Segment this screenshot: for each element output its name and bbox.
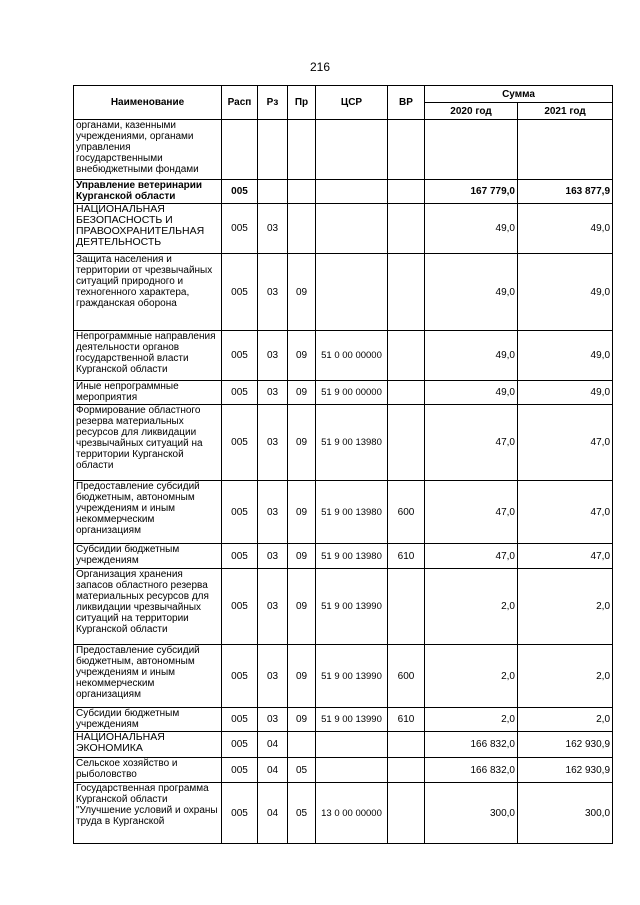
row-sum-2020: 49,0 [425,254,518,331]
table-row [74,783,613,844]
row-rasp: 005 [222,254,258,331]
row-rasp: 005 [222,708,258,732]
row-pr: 09 [288,381,316,405]
row-csr: 51 9 00 13990 [316,645,388,708]
row-pr: 05 [288,758,316,783]
row-rasp: 005 [222,381,258,405]
table-row [74,732,613,758]
row-sum-2021: 163 877,9 [518,180,613,204]
row-pr: 09 [288,544,316,569]
row-sum-2020: 2,0 [425,645,518,708]
row-csr: 51 0 00 00000 [316,331,388,381]
row-rasp [222,120,258,180]
row-rz: 03 [258,645,288,708]
row-name: Защита населения и территории от чрезвычайных ситуаций природного и техногенного характера, гражданская оборона [74,254,222,331]
row-sum-2021: 162 930,9 [518,758,613,783]
row-pr [288,204,316,254]
row-rz: 03 [258,708,288,732]
row-vr [388,331,425,381]
row-sum-2021: 49,0 [518,381,613,405]
row-rasp: 005 [222,758,258,783]
row-name: органами, казенными учреждениями, органами управления государственными внебюджетными фондами [74,120,222,180]
row-rz: 03 [258,254,288,331]
header-rz: Рз [258,86,288,120]
header-csr: ЦСР [316,86,388,120]
row-rz [258,120,288,180]
row-sum-2021: 2,0 [518,645,613,708]
row-csr [316,254,388,331]
header-name: Наименование [74,86,222,120]
row-rasp: 005 [222,569,258,645]
row-pr: 09 [288,569,316,645]
table-row [74,180,613,204]
row-rz: 03 [258,405,288,481]
row-name: Иные непрограммные мероприятия [74,381,222,405]
row-csr [316,204,388,254]
row-csr: 51 9 00 13980 [316,405,388,481]
table-row [74,254,613,331]
row-csr: 51 9 00 00000 [316,381,388,405]
row-rasp: 005 [222,180,258,204]
row-sum-2020 [425,120,518,180]
row-vr [388,120,425,180]
table-row [74,481,613,544]
row-pr: 05 [288,783,316,844]
row-name: Непрограммные направления деятельности органов государственной власти Курганской области [74,331,222,381]
row-sum-2020: 47,0 [425,544,518,569]
row-rasp: 005 [222,331,258,381]
row-csr [316,120,388,180]
row-rz: 03 [258,204,288,254]
row-sum-2020: 2,0 [425,708,518,732]
row-vr: 600 [388,481,425,544]
row-vr [388,254,425,331]
row-sum-2021: 2,0 [518,569,613,645]
row-csr [316,180,388,204]
header-vr: ВР [388,86,425,120]
row-pr [288,120,316,180]
table-row [74,381,613,405]
row-vr [388,180,425,204]
row-sum-2021: 2,0 [518,708,613,732]
row-sum-2020: 2,0 [425,569,518,645]
row-rz: 03 [258,569,288,645]
table-row [74,708,613,732]
table-row [74,204,613,254]
row-name: Субсидии бюджетным учреждениям [74,544,222,569]
row-name: Предоставление субсидий бюджетным, автономным учреждениям и иным некоммерческим организациям [74,645,222,708]
row-vr [388,204,425,254]
row-rasp: 005 [222,204,258,254]
table-row [74,569,613,645]
row-rasp: 005 [222,732,258,758]
table-row [74,120,613,180]
page-number: 216 [309,60,331,74]
row-sum-2021: 49,0 [518,254,613,331]
row-vr: 610 [388,708,425,732]
table-row [74,331,613,381]
row-rasp: 005 [222,783,258,844]
header-sum: Сумма [425,86,613,103]
row-rz: 04 [258,783,288,844]
row-csr: 51 9 00 13980 [316,481,388,544]
row-name: Субсидии бюджетным учреждениям [74,708,222,732]
row-sum-2021: 49,0 [518,204,613,254]
row-name: Сельское хозяйство и рыболовство [74,758,222,783]
row-vr [388,732,425,758]
row-vr [388,405,425,481]
row-sum-2020: 166 832,0 [425,758,518,783]
row-sum-2020: 47,0 [425,481,518,544]
row-rasp: 005 [222,481,258,544]
row-sum-2021: 47,0 [518,544,613,569]
row-rz [258,180,288,204]
row-name: Организация хранения запасов областного резерва материальных ресурсов для ликвидации чрезвычайных ситуаций на территории Курганской области [74,569,222,645]
row-pr: 09 [288,708,316,732]
row-csr: 13 0 00 00000 [316,783,388,844]
row-rz: 03 [258,331,288,381]
table-row [74,645,613,708]
row-rz: 03 [258,481,288,544]
row-rasp: 005 [222,645,258,708]
row-vr: 600 [388,645,425,708]
row-vr [388,783,425,844]
row-pr [288,180,316,204]
header-pr: Пр [288,86,316,120]
row-sum-2020: 167 779,0 [425,180,518,204]
row-csr: 51 9 00 13990 [316,708,388,732]
row-sum-2021: 49,0 [518,331,613,381]
row-vr [388,381,425,405]
row-name: НАЦИОНАЛЬНАЯ ЭКОНОМИКА [74,732,222,758]
header-rasp: Расп [222,86,258,120]
row-pr [288,732,316,758]
row-pr: 09 [288,645,316,708]
row-vr: 610 [388,544,425,569]
row-sum-2021: 47,0 [518,481,613,544]
row-sum-2021: 162 930,9 [518,732,613,758]
row-pr: 09 [288,254,316,331]
table-row [74,405,613,481]
row-csr: 51 9 00 13990 [316,569,388,645]
row-pr: 09 [288,405,316,481]
row-rz: 04 [258,758,288,783]
row-name: Управление ветеринарии Курганской области [74,180,222,204]
row-pr: 09 [288,331,316,381]
row-rasp: 005 [222,544,258,569]
row-sum-2021 [518,120,613,180]
row-rz: 03 [258,381,288,405]
row-name: Государственная программа Курганской области "Улучшение условий и охраны труда в Курганской [74,783,222,844]
row-sum-2021: 47,0 [518,405,613,481]
row-vr [388,569,425,645]
row-sum-2020: 300,0 [425,783,518,844]
row-csr [316,758,388,783]
row-rasp: 005 [222,405,258,481]
header-2021: 2021 год [518,103,613,120]
table-row [74,544,613,569]
row-sum-2020: 49,0 [425,204,518,254]
row-rz: 03 [258,544,288,569]
row-csr [316,732,388,758]
row-vr [388,758,425,783]
row-sum-2020: 49,0 [425,331,518,381]
row-sum-2020: 49,0 [425,381,518,405]
row-pr: 09 [288,481,316,544]
table-row [74,758,613,783]
row-sum-2020: 166 832,0 [425,732,518,758]
row-name: НАЦИОНАЛЬНАЯ БЕЗОПАСНОСТЬ И ПРАВООХРАНИТЕЛЬНАЯ ДЕЯТЕЛЬНОСТЬ [74,204,222,254]
header-2020: 2020 год [425,103,518,120]
row-name: Предоставление субсидий бюджетным, автономным учреждениям и иным некоммерческим организациям [74,481,222,544]
budget-table [73,85,613,844]
row-csr: 51 9 00 13980 [316,544,388,569]
row-sum-2021: 300,0 [518,783,613,844]
row-sum-2020: 47,0 [425,405,518,481]
row-name: Формирование областного резерва материальных ресурсов для ликвидации чрезвычайных ситуаций на территории Курганской области [74,405,222,481]
row-rz: 04 [258,732,288,758]
